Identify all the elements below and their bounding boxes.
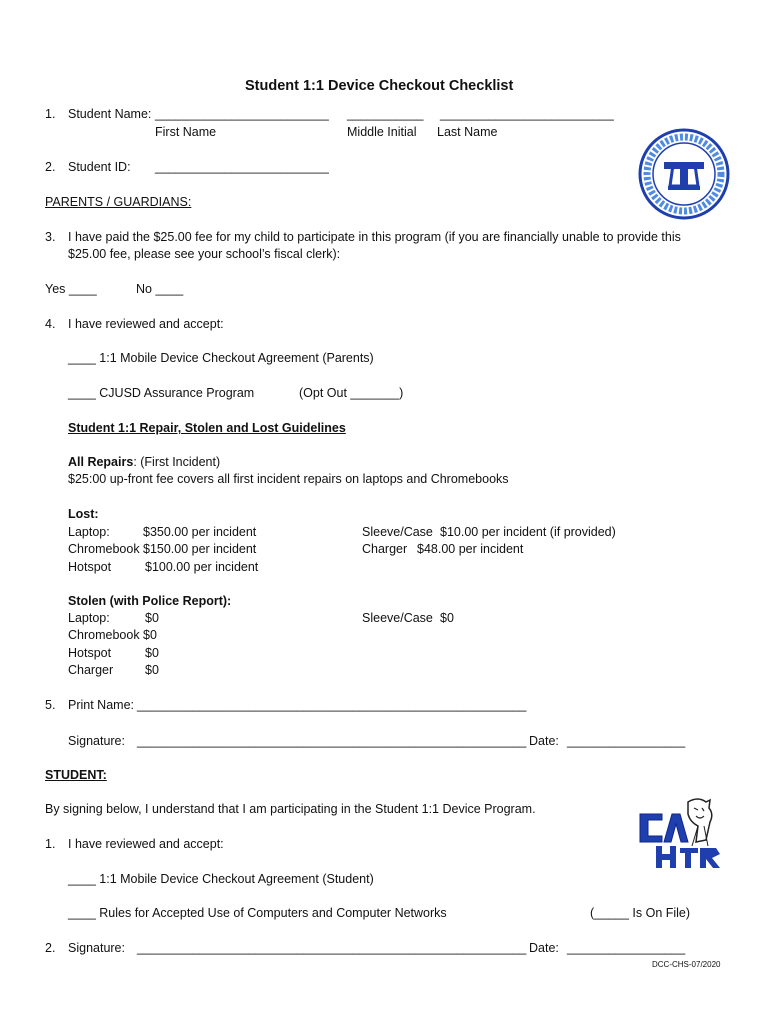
all-repairs-label: All Repairs (68, 455, 134, 469)
parent-date-field[interactable]: _________________ (567, 734, 686, 748)
parent-date-label: Date: (529, 734, 559, 748)
stolen-laptop-item: Laptop: (68, 611, 110, 625)
student-reviewed-label: I have reviewed and accept: (68, 837, 224, 851)
lost-laptop-item: Laptop: (68, 525, 110, 539)
lost-sleeve-item: Sleeve/Case (362, 525, 433, 539)
stolen-sleeve-price: $0 (440, 611, 454, 625)
print-name-field[interactable]: ________________________________________________________ (137, 698, 527, 712)
assurance-program-item[interactable]: ____ CJUSD Assurance Program (68, 386, 255, 400)
parents-guardians-heading: PARENTS / GUARDIANS: (45, 195, 192, 209)
student-id-label: Student ID: (68, 160, 131, 174)
guidelines-heading: Student 1:1 Repair, Stolen and Lost Guidelines (68, 421, 346, 435)
stolen-chromebook-item: Chromebook (68, 628, 140, 642)
cougar-mascot-logo-icon (636, 796, 724, 872)
no-blank[interactable]: No ____ (136, 282, 184, 296)
opt-out-blank[interactable]: (Opt Out _______) (299, 386, 404, 400)
parent-signature-label: Signature: (68, 734, 125, 748)
middle-initial-caption: Middle Initial (347, 125, 417, 139)
reviewed-accept-label: I have reviewed and accept: (68, 317, 224, 331)
student-name-label: Student Name: (68, 107, 152, 121)
stolen-sleeve-item: Sleeve/Case (362, 611, 433, 625)
lost-heading: Lost: (68, 507, 99, 521)
last-name-field[interactable]: _________________________ (440, 107, 614, 121)
lost-chromebook-item: Chromebook (68, 542, 140, 556)
page-title: Student 1:1 Device Checkout Checklist (245, 78, 514, 94)
student-intro: By signing below, I understand that I am participating in the Student 1:1 Device Program. (45, 802, 536, 816)
stolen-hotspot-price: $0 (145, 646, 159, 660)
stolen-charger-item: Charger (68, 663, 114, 677)
student-signature-field[interactable]: ________________________________________________________ (137, 941, 527, 955)
lost-laptop-price: $350.00 per incident (143, 525, 257, 539)
student-signature-label: Signature: (68, 941, 125, 955)
first-name-field[interactable]: _________________________ (155, 107, 329, 121)
student-agreement-item[interactable]: ____ 1:1 Mobile Device Checkout Agreement (Student) (68, 872, 374, 886)
parent-agreement-item[interactable]: ____ 1:1 Mobile Device Checkout Agreement (Parents) (68, 351, 374, 365)
fee-statement-line-2: $25.00 fee, please see your school’s fiscal clerk): (68, 247, 341, 261)
student-date-label: Date: (529, 941, 559, 955)
lost-hotspot-price: $100.00 per incident (145, 560, 259, 574)
student-heading: STUDENT: (45, 768, 107, 782)
s2-number: 2. (45, 941, 56, 955)
lost-chromebook-price: $150.00 per incident (143, 542, 257, 556)
liberty-bell-seal-icon (638, 128, 730, 220)
acceptable-use-item[interactable]: ____ Rules for Accepted Use of Computers and Computer Networks (68, 906, 447, 920)
last-name-caption: Last Name (437, 125, 498, 139)
lost-charger-item: Charger (362, 542, 408, 556)
stolen-laptop-price: $0 (145, 611, 159, 625)
first-name-caption: First Name (155, 125, 217, 139)
parent-signature-field[interactable]: ________________________________________________________ (137, 734, 527, 748)
lost-sleeve-price: $10.00 per incident (if provided) (440, 525, 616, 539)
q4-number: 4. (45, 317, 56, 331)
yes-blank[interactable]: Yes ____ (45, 282, 97, 296)
middle-initial-field[interactable]: ___________ (347, 107, 424, 121)
all-repairs-line (68, 454, 220, 470)
fee-statement-line-1: I have paid the $25.00 fee for my child to participate in this program (if you are financially unable to provide this (68, 230, 681, 244)
student-id-field[interactable]: _________________________ (155, 160, 329, 174)
q5-number: 5. (45, 698, 56, 712)
stolen-chromebook-price: $0 (143, 628, 157, 642)
stolen-charger-price: $0 (145, 663, 159, 677)
s1-number: 1. (45, 837, 56, 851)
student-date-field[interactable]: _________________ (567, 941, 686, 955)
repairs-fee-line: $25:00 up-front fee covers all first incident repairs on laptops and Chromebooks (68, 472, 509, 486)
q1-number: 1. (45, 107, 56, 121)
lost-charger-price: $48.00 per incident (417, 542, 524, 556)
lost-hotspot-item: Hotspot (68, 560, 112, 574)
stolen-heading: Stolen (with Police Report): (68, 594, 232, 608)
on-file-blank[interactable]: (_____ Is On File) (590, 906, 691, 920)
print-name-label: Print Name: (68, 698, 134, 712)
form-code-footer: DCC-CHS-07/2020 (652, 960, 721, 969)
q3-number: 3. (45, 230, 56, 244)
all-repairs-qualifier: : (First Incident) (133, 455, 221, 469)
stolen-hotspot-item: Hotspot (68, 646, 112, 660)
q2-number: 2. (45, 160, 56, 174)
